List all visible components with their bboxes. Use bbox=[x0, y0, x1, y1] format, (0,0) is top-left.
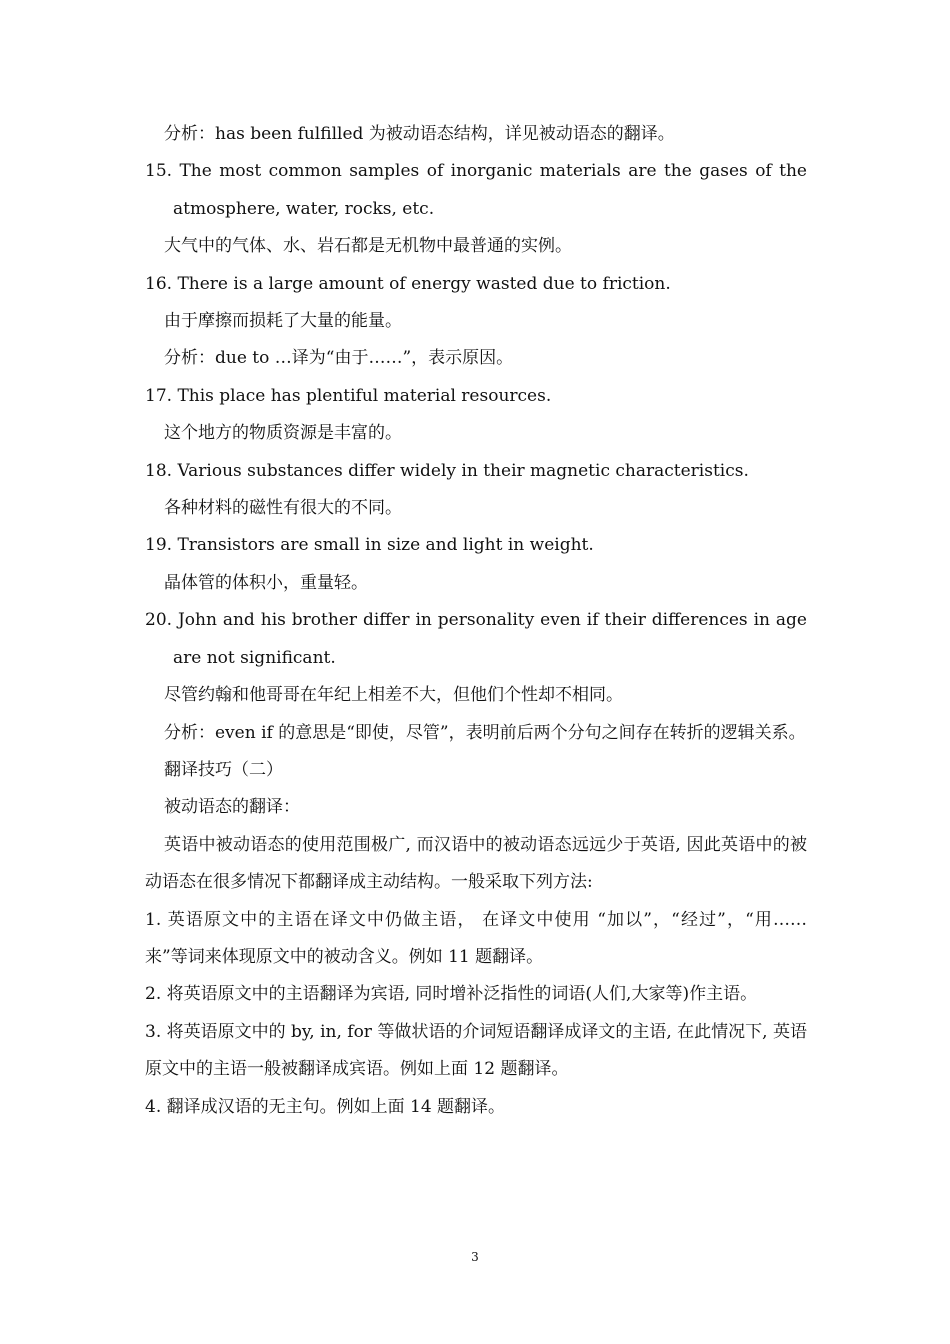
translation-15: 大气中的气体、水、岩石都是无机物中最普通的实例。 bbox=[164, 236, 572, 257]
sentence-20: 20. John and his brother differ in personality even if their differences in age are not significant. bbox=[145, 610, 807, 668]
sentence-15: 15. The most common samples of inorganic materials are the gases of the atmosphere, water, rocks, etc. bbox=[145, 161, 807, 219]
section-subheading: 被动语态的翻译： bbox=[164, 797, 300, 818]
sentence-17: 17. This place has plentiful material resources. bbox=[145, 385, 552, 406]
analysis-20: 分析：even if 的意思是“即使，尽管”，表明前后两个分句之间存在转折的逻辑关系。 bbox=[164, 722, 806, 743]
method-3: 3. 将英语原文中的 by, in, for 等做状语的介词短语翻译成译文的主语, 在此情况下, 英语原文中的主语一般被翻译成宾语。例如上面 12 题翻译。 bbox=[145, 1021, 807, 1080]
translation-20: 尽管约翰和他哥哥在年纪上相差不大，但他们个性却不相同。 bbox=[164, 685, 623, 706]
document-body bbox=[145, 116, 807, 1126]
translation-18: 各种材料的磁性有很大的不同。 bbox=[164, 498, 402, 519]
sentence-18: 18. Various substances differ widely in their magnetic characteristics. bbox=[145, 460, 749, 481]
translation-16: 由于摩擦而损耗了大量的能量。 bbox=[164, 311, 402, 332]
translation-17: 这个地方的物质资源是丰富的。 bbox=[164, 423, 402, 444]
section-heading: 翻译技巧（二） bbox=[164, 759, 283, 780]
method-1: 1. 英语原文中的主语在译文中仍做主语， 在译文中使用 “加以”，“经过”，“用……来”等词来体现原文中的被动含义。例如 11 题翻译。 bbox=[145, 909, 807, 967]
sentence-16: 16. There is a large amount of energy wasted due to friction. bbox=[145, 273, 671, 294]
sentence-19: 19. Transistors are small in size and light in weight. bbox=[145, 535, 594, 556]
page-number: 3 bbox=[471, 1250, 479, 1264]
translation-19: 晶体管的体积小，重量轻。 bbox=[164, 572, 368, 593]
analysis-14: 分析：has been fulfilled 为被动语态结构，详见被动语态的翻译。 bbox=[164, 124, 675, 144]
analysis-16: 分析：due to …译为“由于……”，表示原因。 bbox=[164, 348, 514, 369]
intro-paragraph: 英语中被动语态的使用范围极广, 而汉语中的被动语态远远少于英语, 因此英语中的被动语态在很多情况下都翻译成主动结构。一般采取下列方法: bbox=[145, 834, 807, 893]
method-2: 2. 将英语原文中的主语翻译为宾语, 同时增补泛指性的词语(人们,大家等)作主语。 bbox=[145, 984, 758, 1005]
method-4: 4. 翻译成汉语的无主句。例如上面 14 题翻译。 bbox=[145, 1096, 506, 1117]
